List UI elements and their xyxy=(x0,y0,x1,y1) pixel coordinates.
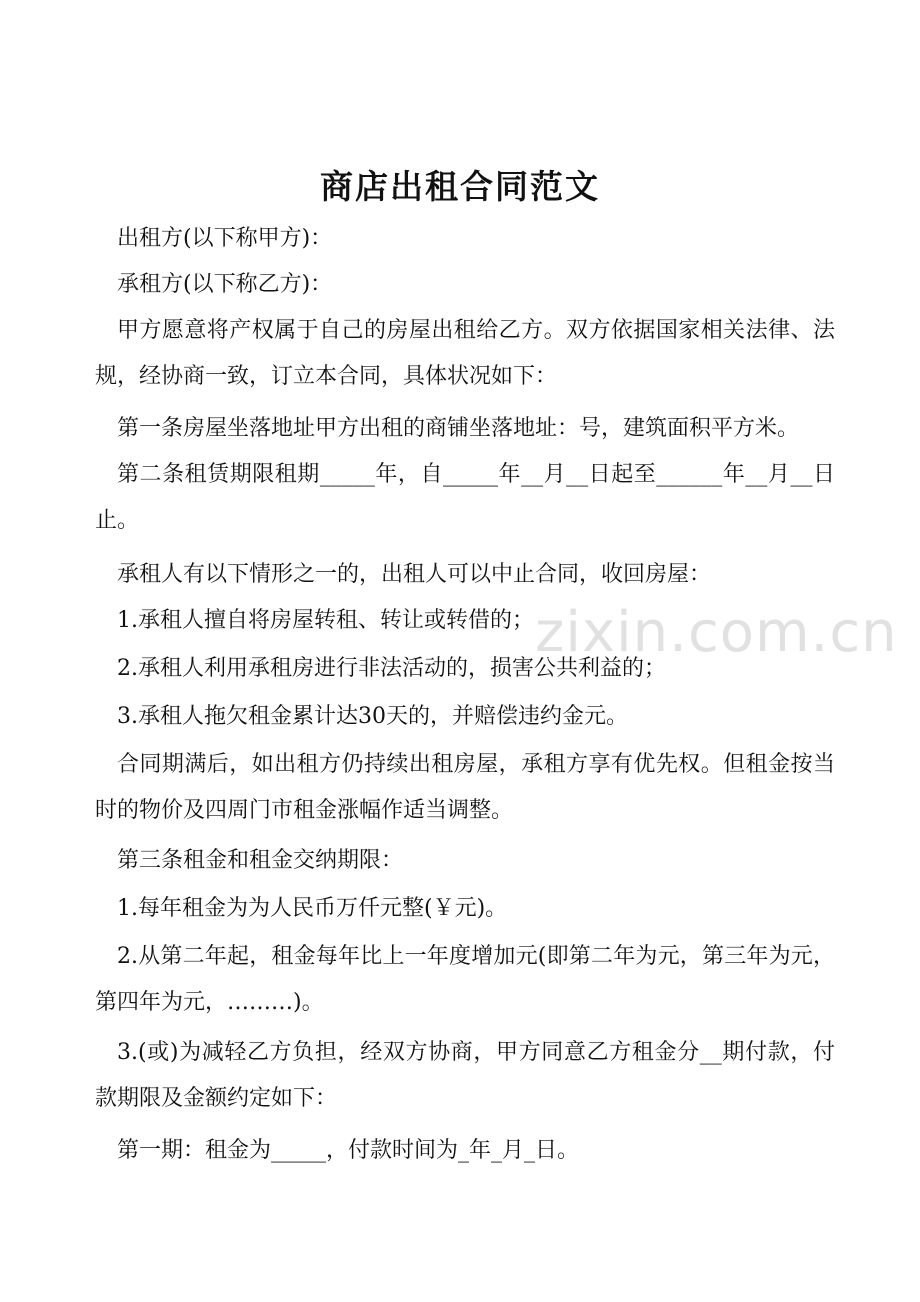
paragraph-item-3: 3.承租人拖欠租金累计达30天的，并赔偿违约金元。 xyxy=(117,704,628,729)
paragraph-lessor: 出租方(以下称甲方)： xyxy=(117,226,333,251)
document-title: 商店出租合同范文 xyxy=(320,167,600,206)
paragraph-installment-1: 第一期：租金为_____，付款时间为_年_月_日。 xyxy=(117,1138,580,1163)
watermark: zixin.com.cn xyxy=(535,600,898,665)
paragraph-item-2: 2.承租人利用承租房进行非法活动的，损害公共利益的； xyxy=(117,656,666,681)
paragraph-rent-2: 2.从第二年起，租金每年比上一年度增加元(即第二年为元，第三年为元，第四年为元，………)。 xyxy=(95,944,835,1015)
paragraph-rent-3: 3.(或)为减轻乙方负担，经双方协商，甲方同意乙方租金分__期付款，付款期限及金额约定如下： xyxy=(95,1040,835,1111)
paragraph-renewal: 合同期满后，如出租方仍持续出租房屋，承租方享有优先权。但租金按当时的物价及四周门市租金涨幅作适当调整。 xyxy=(95,752,835,823)
paragraph-rent-1: 1.每年租金为为人民币万仟元整(￥元)。 xyxy=(117,896,508,921)
paragraph-intro: 甲方愿意将产权属于自己的房屋出租给乙方。双方依据国家相关法律、法规，经协商一致，订立本合同，具体状况如下： xyxy=(95,318,835,389)
paragraph-article-1: 第一条房屋坐落地址甲方出租的商铺坐落地址：号，建筑面积平方米。 xyxy=(117,416,800,441)
paragraph-item-1: 1.承租人擅自将房屋转租、转让或转借的； xyxy=(117,608,534,633)
paragraph-termination: 承租人有以下情形之一的，出租人可以中止合同，收回房屋： xyxy=(117,562,712,587)
paragraph-lessee: 承租方(以下称乙方)： xyxy=(117,272,333,297)
paragraph-article-3: 第三条租金和租金交纳期限： xyxy=(117,848,404,873)
paragraph-article-2: 第二条租赁期限租期_____年，自_____年__月__日起至______年__月__日止。 xyxy=(95,462,835,533)
